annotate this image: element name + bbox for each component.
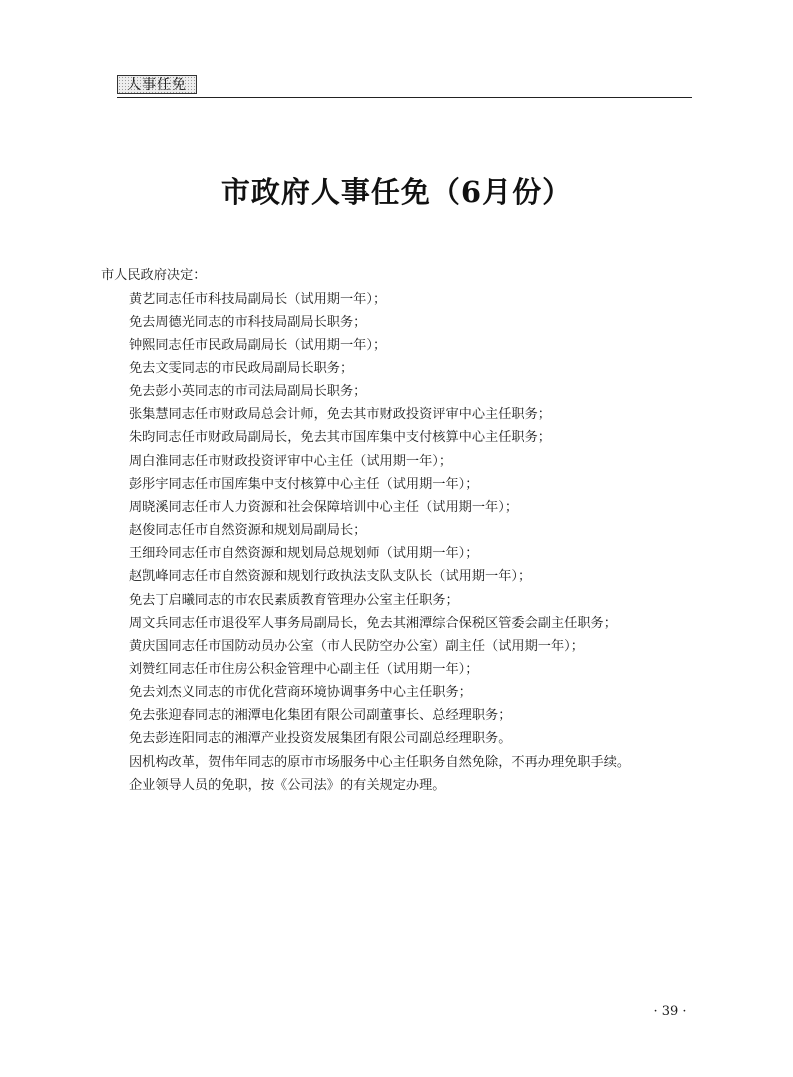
decision-item: 朱昀同志任市财政局副局长，免去其市国库集中支付核算中心主任职务； [129, 430, 551, 446]
intro-text: 市人民政府决定： [101, 268, 207, 283]
decision-item: 黄艺同志任市科技局副局长（试用期一年）； [129, 291, 387, 307]
decision-item: 周文兵同志任市退役军人事务局副局长，免去其湘潭综合保税区管委会副主任职务； [129, 615, 617, 631]
decision-item: 周白淮同志任市财政投资评审中心主任（试用期一年）； [129, 453, 453, 469]
decision-item: 黄庆国同志任市国防动员办公室（市人民防空办公室）副主任（试用期一年）； [129, 638, 584, 654]
decision-item: 因机构改革，贺伟年同志的原市市场服务中心主任职务自然免除，不再办理免职手续。 [129, 754, 631, 770]
decision-item: 免去文雯同志的市民政局副局长职务； [129, 360, 354, 376]
decision-item: 刘赞红同志任市住房公积金管理中心副主任（试用期一年）； [129, 662, 479, 677]
page-number: · 39 · [653, 1004, 687, 1019]
decision-item: 赵凯峰同志任市自然资源和规划行政执法支队支队长（试用期一年）； [129, 569, 532, 585]
decision-item: 免去彭连阳同志的湘潭产业投资发展集团有限公司副总经理职务。 [129, 731, 512, 747]
decision-item: 免去刘杰义同志的市优化营商环境协调事务中心主任职务； [129, 685, 472, 701]
decision-item: 免去丁启曦同志的市农民素质教育管理办公室主任职务； [129, 592, 459, 608]
decision-item: 企业领导人员的免职，按《公司法》的有关规定办理。 [129, 777, 446, 793]
decision-item: 王细玲同志任市自然资源和规划局总规划师（试用期一年）； [129, 546, 479, 562]
decision-item: 免去彭小英同志的市司法局副局长职务； [129, 384, 367, 400]
decision-item: 钟熙同志任市民政局副局长（试用期一年）； [129, 337, 387, 353]
decision-item: 彭彤宇同志任市国库集中支付核算中心主任（试用期一年）； [129, 476, 479, 492]
section-tag: 人事任免 [117, 75, 197, 94]
page-title: 市政府人事任免（6月份） [220, 175, 573, 209]
decision-item: 免去周德光同志的市科技局副局长职务； [129, 314, 367, 330]
decision-item: 张集慧同志任市财政局总会计师，免去其市财政投资评审中心主任职务； [129, 407, 551, 423]
header-rule [117, 97, 692, 98]
decision-list [129, 288, 630, 797]
decision-item: 赵俊同志任市自然资源和规划局副局长； [129, 523, 367, 539]
decision-item: 免去张迎春同志的湘潭电化集团有限公司副董事长、总经理职务； [129, 708, 512, 724]
decision-item: 周晓溪同志任市人力资源和社会保障培训中心主任（试用期一年）； [129, 499, 519, 515]
